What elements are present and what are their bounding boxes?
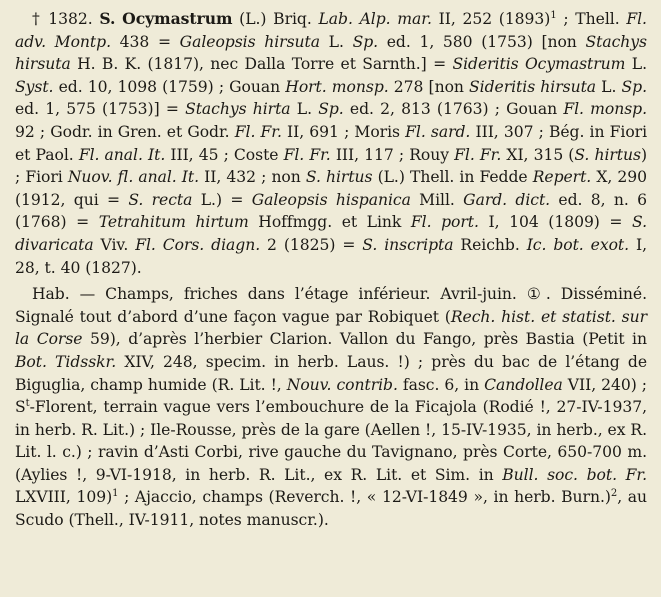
text-run: Mill. — [410, 190, 464, 209]
footnote-mark: t — [25, 398, 30, 410]
italic-run: Fl. Cors. diagn. — [135, 235, 261, 254]
habitat-paragraph — [15, 283, 647, 532]
italic-run: Sp. — [352, 32, 379, 51]
italic-run: S. hirtus — [305, 168, 373, 187]
italic-run: Nuov. fl. anal. It. — [67, 168, 200, 187]
italic-run: Lab. Alp. mar. — [318, 10, 432, 28]
text-run: 92 ; Godr. in Gren. et Godr. — [15, 122, 235, 141]
text-run: -Florent, terrain vague vers l’embouchure de la Ficajola (Rodié !, 27-IV-1937, in herb. R. Lit.) ; Ile-Rousse, près de la gare (Aellen !, 15-IV-1935, in herb., ex R. Lit. l. c.) ; ravin d’Asti Corbi, rive gauche du Tavignano, près Corte, 650-700 m. (Aylies !, 9-VI-1918, in herb. R. Lit., ex R. Lit. et Sim. in — [15, 398, 647, 484]
text-run: Hab. — Champs, friches dans l’étage inférieur. Avril-juin. ①. Disséminé. Signalé tout d’abord d’une façon vague par Robiquet ( — [15, 285, 647, 326]
text-run: 278 [non — [388, 77, 470, 96]
italic-run: Sideritis Ocymastrum — [452, 55, 626, 74]
text-run: XIV, 248, specim. in herb. Laus. !) ; près du bac de l’étang de Biguglia, champ humide (R. Lit. !, — [15, 352, 648, 394]
italic-run: Candollea — [484, 375, 563, 394]
text-run: 2 (1825) = — [260, 235, 363, 254]
text-run: Hoffmgg. et Link — [248, 213, 411, 232]
italic-run: Nouv. contrib. — [286, 375, 398, 394]
italic-run: S. inscripta — [362, 235, 454, 254]
italic-run: Fl. sard. — [405, 122, 471, 141]
text-run: III, 117 ; Rouy — [330, 145, 455, 164]
italic-run: Stachys hirsuta — [15, 32, 647, 74]
italic-run: Sp. — [621, 77, 648, 96]
species-name: Ocymastrum — [122, 9, 233, 28]
italic-run: Hort. monsp. — [285, 77, 389, 96]
text-run: L. — [625, 55, 647, 74]
italic-run: Fl. adv. Montp. — [15, 10, 647, 51]
italic-run: Fl. port. — [410, 213, 479, 232]
text-run: L.) = — [192, 190, 252, 209]
italic-run: S. hirtus — [574, 145, 641, 164]
text-run: 438 = — [110, 32, 180, 51]
italic-run: Fl. Fr. — [454, 145, 502, 164]
italic-run: Fl. anal. It. — [78, 145, 166, 164]
italic-run: Fl. Fr. — [234, 122, 282, 141]
text-run: XI, 315 ( — [501, 145, 575, 164]
italic-run: Sp. — [318, 100, 344, 119]
italic-run: Repert. — [532, 168, 592, 187]
footnote-mark: 1 — [112, 488, 119, 500]
italic-run: Bull. soc. bot. Fr. — [502, 465, 647, 484]
italic-run: Sideritis hirsuta — [469, 77, 597, 96]
text-run: 59), d’après l’herbier Clarion. Vallon du Fango, près Bastia (Petit in — [82, 330, 647, 349]
italic-run: Galeopsis hispanica — [251, 190, 411, 209]
text-run: ed. 10, 1098 (1759) ; Gouan — [53, 77, 286, 96]
text-run: III, 45 ; Coste — [165, 145, 284, 164]
text-run: X, 290 (1912, qui = — [15, 168, 648, 209]
text-run: II, 691 ; Moris — [281, 122, 406, 141]
italic-run: Fl. monsp. — [563, 100, 647, 119]
dagger-mark: † — [32, 10, 42, 28]
text-run: II, 252 (1893) — [431, 10, 551, 28]
text-run: Viv. — [93, 235, 136, 254]
text-run: ed. 1, 575 (1753)] = — [15, 100, 186, 119]
italic-run: Tetrahitum hirtum — [98, 213, 249, 232]
text-run: Reichb. — [453, 235, 527, 254]
italic-run: S. recta — [128, 190, 193, 209]
text-run: ; Ajaccio, champs (Reverch. !, « 12-VI-1849 », in herb. Burn.) — [118, 488, 611, 507]
italic-run: Fl. Fr. — [283, 145, 331, 164]
text-run: L. — [596, 77, 622, 96]
text-run: , au Scudo (Thell., IV-1911, notes manuscr.). — [15, 488, 647, 530]
italic-run: S. divaricata — [15, 213, 648, 254]
text-run: ; Thell. — [556, 10, 627, 28]
text-run: III, 307 ; Bég. in Fiori et Paol. — [15, 122, 648, 164]
italic-run: Bot. Tidsskr. — [15, 352, 117, 371]
italic-run: Gard. dict. — [463, 190, 551, 209]
taxon-entry — [15, 8, 647, 279]
text-run: ed. 8, n. 6 (1768) = — [15, 190, 648, 232]
footnote-mark: 1 — [550, 10, 557, 21]
text-run: I, 104 (1809) = — [478, 213, 633, 232]
text-run: ) ; Fiori — [15, 145, 647, 187]
text-run: L. — [319, 32, 353, 51]
author-citation: (L.) Briq. — [239, 10, 312, 28]
footnote-mark: 2 — [610, 488, 618, 500]
italic-run: Galeopsis hirsuta — [179, 32, 320, 51]
italic-run: Ic. bot. exot. — [526, 235, 630, 254]
text-run: fasc. 6, in — [397, 375, 485, 394]
text-run: ed. 2, 813 (1763) ; Gouan — [343, 100, 564, 119]
synonymy-text — [15, 10, 647, 277]
text-run: (L.) Thell. in Fedde — [372, 168, 533, 187]
italic-run: Stachys hirta — [185, 100, 291, 119]
italic-run: Rech. hist. et statist. sur la Corse — [15, 307, 647, 349]
text-run: ed. 1, 580 (1753) [non — [378, 32, 586, 51]
text-run: I, 28, t. 40 (1827). — [15, 235, 647, 277]
italic-run: Syst. — [15, 77, 54, 96]
text-run: II, 432 ; non — [199, 168, 306, 187]
habitat-text — [15, 285, 647, 529]
text-run: L. — [290, 100, 319, 119]
text-run: H. B. K. (1817), nec Dalla Torre et Sarnth.] = — [70, 55, 453, 74]
text-run: LXVIII, 109) — [15, 488, 113, 507]
text-run: VII, 240) ; S — [15, 375, 647, 417]
genus-abbrev: S. — [99, 9, 116, 28]
entry-number: 1382. — [48, 10, 93, 28]
